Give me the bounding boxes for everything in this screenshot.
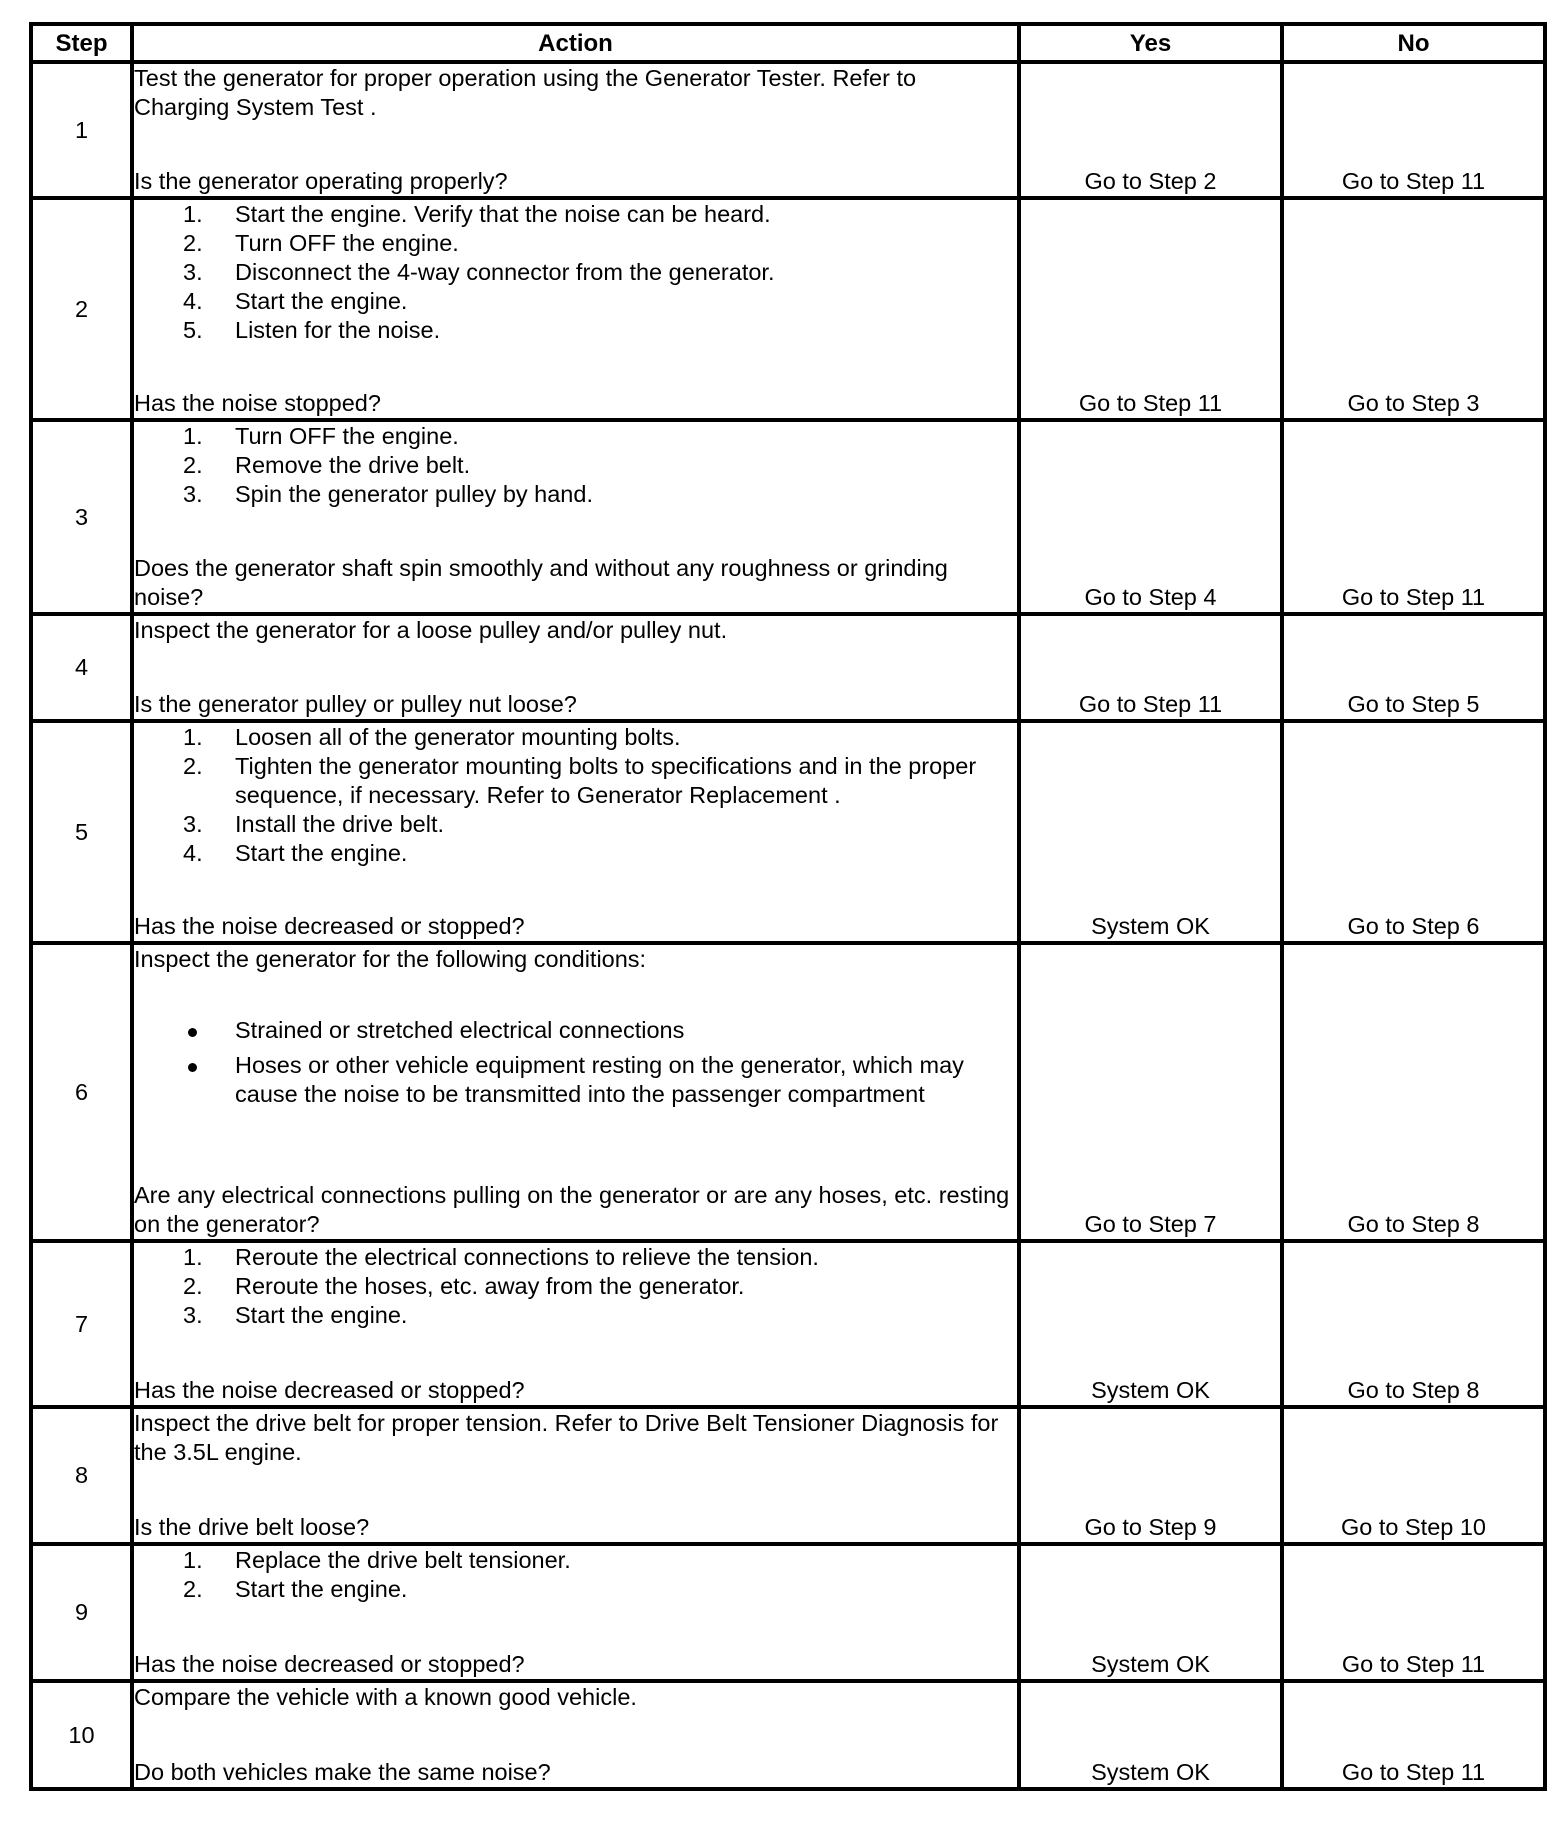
header-no: No [1282, 24, 1545, 62]
item-number: 3. [183, 481, 203, 507]
list-item [134, 1016, 1017, 1045]
item-number: 2. [183, 753, 203, 779]
yes-outcome: System OK [1019, 1681, 1282, 1789]
action-content [134, 616, 1017, 719]
yes-outcome: System OK [1019, 721, 1282, 943]
step-number: 5 [31, 721, 132, 943]
header-row [31, 24, 1545, 62]
no-outcome: Go to Step 5 [1282, 614, 1545, 721]
step-number: 3 [31, 420, 132, 614]
list-item [134, 422, 1017, 451]
action-cell [132, 614, 1019, 721]
yes-outcome: Go to Step 7 [1019, 943, 1282, 1241]
item-text: Install the drive belt. [235, 811, 444, 837]
action-question: Has the noise decreased or stopped? [134, 1651, 525, 1677]
item-number: 4. [183, 840, 203, 866]
item-text: Start the engine. [235, 1302, 408, 1328]
step-number: 9 [31, 1544, 132, 1681]
action-content [134, 1683, 1017, 1787]
item-number: 2. [183, 230, 203, 256]
item-text: Replace the drive belt tensioner. [235, 1547, 571, 1573]
no-outcome: Go to Step 11 [1282, 1681, 1545, 1789]
list-item [134, 229, 1017, 258]
list-item [134, 200, 1017, 229]
item-number: 1. [183, 201, 203, 227]
numbered-steps [134, 1243, 1017, 1330]
yes-outcome: System OK [1019, 1241, 1282, 1407]
action-question: Is the drive belt loose? [134, 1514, 370, 1540]
condition-list [134, 1016, 1017, 1109]
header-action: Action [132, 24, 1019, 62]
action-question: Has the noise stopped? [134, 390, 381, 416]
item-number: 2. [183, 1273, 203, 1299]
action-body [134, 1546, 1017, 1604]
action-cell [132, 1241, 1019, 1407]
item-number: 2. [183, 1576, 203, 1602]
action-question: Is the generator operating properly? [134, 168, 508, 194]
numbered-steps [134, 1546, 1017, 1604]
list-item [134, 1051, 1017, 1109]
list-item [134, 1272, 1017, 1301]
action-content [134, 422, 1017, 612]
list-item [134, 810, 1017, 839]
table-row [31, 62, 1545, 198]
list-item [134, 258, 1017, 287]
no-outcome: Go to Step 11 [1282, 1544, 1545, 1681]
list-item [134, 316, 1017, 345]
item-text: Listen for the noise. [235, 317, 441, 343]
item-number: 1. [183, 1244, 203, 1270]
list-item [134, 1243, 1017, 1272]
numbered-steps [134, 422, 1017, 509]
item-text: Reroute the electrical connections to relieve the tension. [235, 1244, 819, 1270]
item-number: 1. [183, 1547, 203, 1573]
action-cell [132, 420, 1019, 614]
table-body [31, 62, 1545, 1789]
numbered-steps [134, 723, 1017, 868]
item-number: 3. [183, 259, 203, 285]
table-row [31, 943, 1545, 1241]
condition-text: Hoses or other vehicle equipment resting on the generator, which may cause the noise to be transmitted into the passenger compartment [235, 1052, 964, 1107]
table-row [31, 1241, 1545, 1407]
action-question: Do both vehicles make the same noise? [134, 1759, 551, 1785]
action-cell [132, 943, 1019, 1241]
item-number: 1. [183, 724, 203, 750]
list-item [134, 839, 1017, 868]
item-text: Loosen all of the generator mounting bolts. [235, 724, 681, 750]
diagnostic-table [29, 22, 1547, 1791]
action-question: Does the generator shaft spin smoothly and without any roughness or grinding noise? [134, 555, 948, 610]
no-outcome: Go to Step 11 [1282, 62, 1545, 198]
item-text: Start the engine. [235, 288, 408, 314]
item-text: Start the engine. [235, 840, 408, 866]
action-question: Are any electrical connections pulling on the generator or are any hoses, etc. resting on the generator? [134, 1182, 1010, 1237]
item-number: 3. [183, 1302, 203, 1328]
action-body [134, 945, 1017, 1115]
action-cell [132, 1407, 1019, 1544]
header-step: Step [31, 24, 132, 62]
action-content [134, 1409, 1017, 1542]
action-intro: Inspect the drive belt for proper tension. Refer to Drive Belt Tensioner Diagnosis for the 3.5L engine. [134, 1410, 999, 1465]
action-cell [132, 1681, 1019, 1789]
action-body [134, 1243, 1017, 1330]
action-content [134, 1243, 1017, 1405]
list-item [134, 480, 1017, 509]
table-row [31, 1544, 1545, 1681]
action-body [134, 723, 1017, 868]
no-outcome: Go to Step 10 [1282, 1407, 1545, 1544]
item-text: Disconnect the 4-way connector from the generator. [235, 259, 775, 285]
table-row [31, 1407, 1545, 1544]
diagnostic-sheet [29, 22, 1547, 1791]
item-text: Spin the generator pulley by hand. [235, 481, 593, 507]
item-text: Start the engine. [235, 1576, 408, 1602]
list-item [134, 1575, 1017, 1604]
action-body [134, 1409, 1017, 1467]
action-intro: Test the generator for proper operation using the Generator Tester. Refer to Charging System Test . [134, 65, 917, 120]
step-number: 7 [31, 1241, 132, 1407]
action-intro: Inspect the generator for the following conditions: [134, 946, 647, 972]
yes-outcome: Go to Step 11 [1019, 614, 1282, 721]
item-number: 3. [183, 811, 203, 837]
no-outcome: Go to Step 6 [1282, 721, 1545, 943]
action-intro: Compare the vehicle with a known good vehicle. [134, 1684, 637, 1710]
yes-outcome: Go to Step 11 [1019, 198, 1282, 420]
list-item [134, 723, 1017, 752]
yes-outcome: Go to Step 4 [1019, 420, 1282, 614]
bullet-icon [188, 1063, 197, 1072]
action-cell [132, 721, 1019, 943]
list-item [134, 451, 1017, 480]
step-number: 2 [31, 198, 132, 420]
no-outcome: Go to Step 11 [1282, 420, 1545, 614]
table-row [31, 721, 1545, 943]
yes-outcome: System OK [1019, 1544, 1282, 1681]
action-question: Has the noise decreased or stopped? [134, 1377, 525, 1403]
action-body [134, 64, 1017, 122]
item-text: Turn OFF the engine. [235, 423, 459, 449]
step-number: 4 [31, 614, 132, 721]
table-row [31, 1681, 1545, 1789]
step-number: 1 [31, 62, 132, 198]
action-body [134, 200, 1017, 345]
header-yes: Yes [1019, 24, 1282, 62]
table-row [31, 198, 1545, 420]
no-outcome: Go to Step 8 [1282, 943, 1545, 1241]
table-row [31, 420, 1545, 614]
action-content [134, 1546, 1017, 1679]
action-content [134, 64, 1017, 196]
item-text: Reroute the hoses, etc. away from the generator. [235, 1273, 745, 1299]
item-number: 5. [183, 317, 203, 343]
list-item [134, 287, 1017, 316]
item-number: 2. [183, 452, 203, 478]
table-row [31, 614, 1545, 721]
yes-outcome: Go to Step 9 [1019, 1407, 1282, 1544]
numbered-steps [134, 200, 1017, 345]
item-text: Tighten the generator mounting bolts to specifications and in the proper sequence, if necessary. Refer to Generator Replacement . [235, 753, 977, 808]
item-text: Turn OFF the engine. [235, 230, 459, 256]
action-cell [132, 1544, 1019, 1681]
list-item [134, 1546, 1017, 1575]
action-body [134, 422, 1017, 509]
action-body [134, 616, 1017, 645]
item-number: 1. [183, 423, 203, 449]
item-text: Remove the drive belt. [235, 452, 471, 478]
step-number: 6 [31, 943, 132, 1241]
bullet-icon [188, 1028, 197, 1037]
action-body [134, 1683, 1017, 1712]
action-question: Has the noise decreased or stopped? [134, 913, 525, 939]
action-cell [132, 198, 1019, 420]
no-outcome: Go to Step 8 [1282, 1241, 1545, 1407]
condition-text: Strained or stretched electrical connections [235, 1017, 685, 1043]
step-number: 10 [31, 1681, 132, 1789]
item-text: Start the engine. Verify that the noise can be heard. [235, 201, 771, 227]
action-content [134, 200, 1017, 418]
action-content [134, 945, 1017, 1239]
list-item [134, 752, 1017, 810]
action-content [134, 723, 1017, 941]
step-number: 8 [31, 1407, 132, 1544]
action-intro: Inspect the generator for a loose pulley and/or pulley nut. [134, 617, 728, 643]
yes-outcome: Go to Step 2 [1019, 62, 1282, 198]
list-item [134, 1301, 1017, 1330]
no-outcome: Go to Step 3 [1282, 198, 1545, 420]
action-cell [132, 62, 1019, 198]
item-number: 4. [183, 288, 203, 314]
action-question: Is the generator pulley or pulley nut loose? [134, 691, 577, 717]
